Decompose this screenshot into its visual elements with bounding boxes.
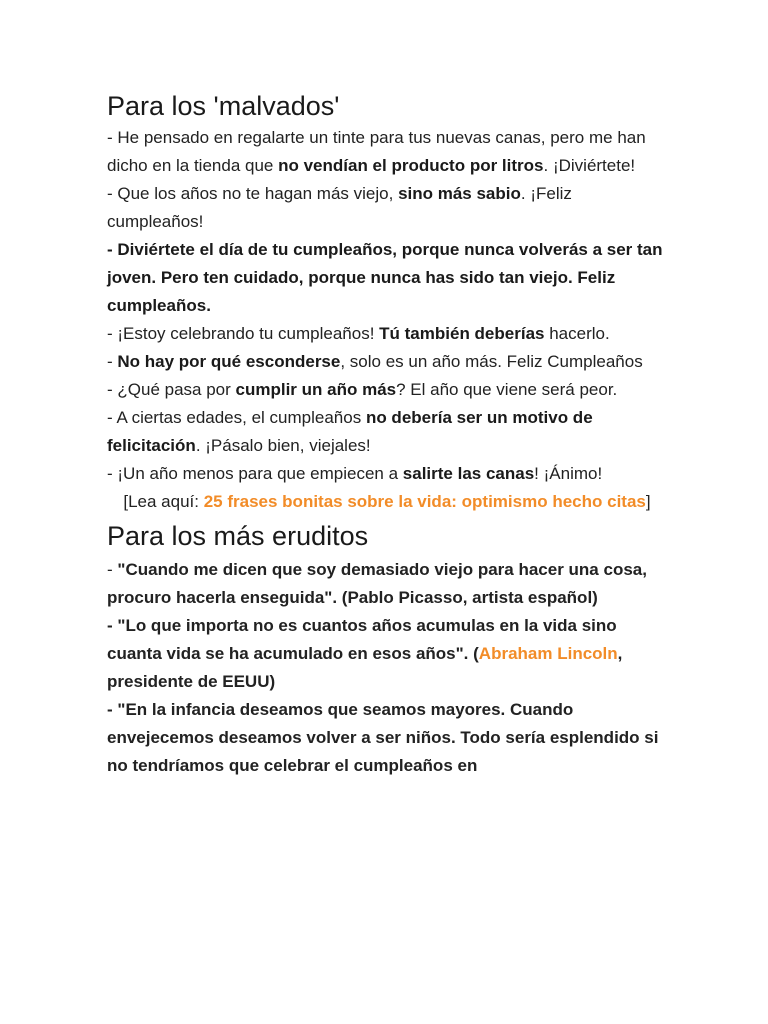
phrase-2 [107, 180, 667, 236]
phrase-text: . ¡Diviértete! [543, 156, 636, 175]
phrase-4 [107, 320, 667, 348]
phrase-text: , solo es un año más. Feliz Cumpleaños [340, 352, 643, 371]
article-body [107, 88, 667, 780]
phrase-text: - ¡Un año menos para que empiecen a [107, 464, 403, 483]
phrase-bold: salirte las canas [402, 464, 535, 483]
phrase-5 [107, 348, 667, 376]
related-article-link[interactable]: 25 frases bonitas sobre la vida: optimismo hecho citas [203, 492, 646, 511]
phrase-text: ! ¡Ánimo! [534, 464, 603, 483]
related-article [107, 488, 667, 516]
related-prefix: [Lea aquí: [123, 492, 204, 511]
phrase-1 [107, 124, 667, 180]
phrase-text: ? El año que viene será peor. [396, 380, 618, 399]
phrase-text: - [107, 352, 118, 371]
phrase-8 [107, 460, 667, 488]
section-title-malvados: Para los 'malvados' [107, 91, 340, 121]
phrase-text: - ¿Qué pasa por [107, 380, 236, 399]
phrase-bold: Tú también deberías [379, 324, 545, 343]
abraham-lincoln-link[interactable]: Abraham Lincoln [478, 644, 618, 663]
related-suffix: ] [645, 492, 651, 511]
quote-text: - "Lo que importa no es cuantos años acumulas en la vida sino cuanta vida se ha acumulado en esos años". ( [107, 616, 617, 663]
phrase-text: - Que los años no te hagan más viejo, [107, 184, 399, 203]
quote-text: - "En la infancia deseamos que seamos mayores. Cuando envejecemos deseamos volver a ser niños. Todo sería esplendido si no tendríamos que celebrar el cumpleaños en [107, 700, 659, 775]
phrase-6 [107, 376, 667, 404]
quote-text: , presidente de EEUU) [107, 644, 623, 691]
quote-text: "Cuando me dicen que soy demasiado viejo para hacer una cosa, procuro hacerla enseguida". (Pablo Picasso, artista español) [107, 560, 647, 607]
phrase-bold: sino más sabio [398, 184, 521, 203]
quote-2 [107, 612, 667, 696]
phrase-text: hacerlo. [544, 324, 610, 343]
phrase-text: . ¡Feliz cumpleaños! [107, 184, 572, 231]
phrase-text: - He pensado en regalarte un tinte para tus nuevas canas, pero me han dicho en la tienda que [107, 128, 646, 175]
phrase-bold: no debería ser un motivo de felicitación [107, 408, 593, 455]
phrase-text: - ¡Estoy celebrando tu cumpleaños! [107, 324, 380, 343]
quote-1 [107, 556, 667, 612]
phrase-bold: cumplir un año más [235, 380, 397, 399]
quote-dash: - [107, 560, 118, 579]
section-title-eruditos: Para los más eruditos [107, 521, 369, 551]
phrase-bold: No hay por qué esconderse [117, 352, 341, 371]
phrase-bold: no vendían el producto por litros [278, 156, 544, 175]
phrase-text: . ¡Pásalo bien, viejales! [195, 436, 371, 455]
phrase-7 [107, 404, 667, 460]
phrase-bold: - Diviértete el día de tu cumpleaños, porque nunca volverás a ser tan joven. Pero ten cuidado, porque nunca has sido tan viejo. Feliz cumpleaños. [107, 240, 663, 315]
phrase-3 [107, 236, 667, 320]
phrase-text: - A ciertas edades, el cumpleaños [107, 408, 366, 427]
quotes-list [107, 556, 667, 780]
quote-3 [107, 696, 667, 780]
